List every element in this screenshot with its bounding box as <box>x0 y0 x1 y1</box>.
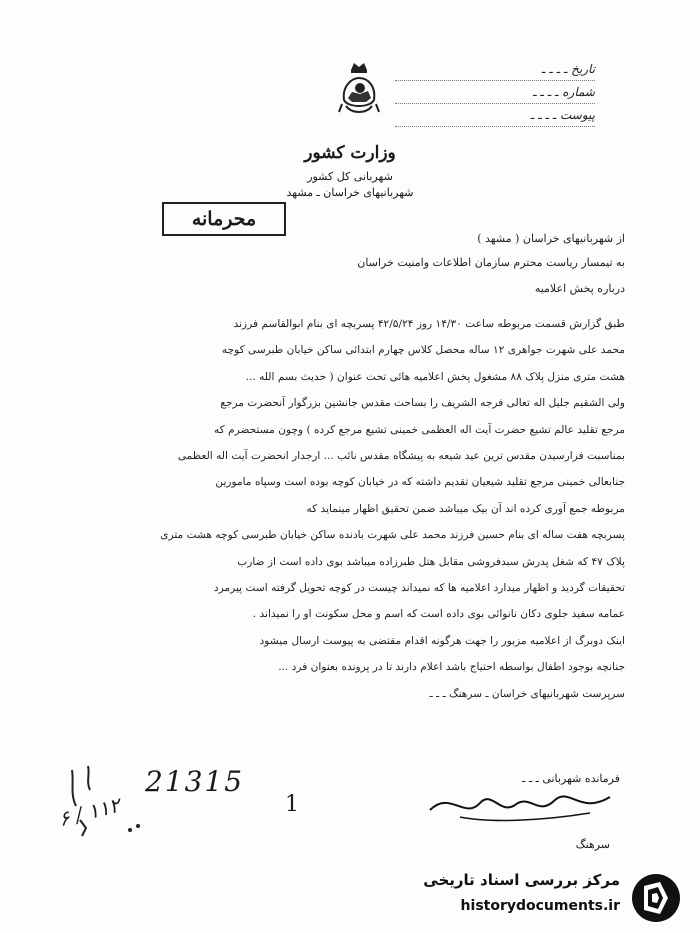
body-line: مرجع تقلید عالم تشیع حضرت آیت اله العظمی خمینی تشیع مرجع کرده ) وچون مستحضرم که <box>214 423 625 436</box>
subject-line: درباره پخش اعلامیه <box>534 282 625 295</box>
meta-attachment-line: پیوست ـ ـ ـ ـ <box>395 104 595 127</box>
watermark-title: مرکز بررسی اسناد تاریخی <box>423 871 620 889</box>
body-line: مربوطه جمع آوری کرده اند آن بیک میباشد ضمن تحقیق اظهار مینماید که <box>306 502 625 515</box>
watermark-url: historydocuments.ir <box>460 898 620 914</box>
body-line: محمد علی شهرت جواهری ۱۲ ساله محصل کلاس چهارم ابتدائی ساکن خیابان طبرسی کوچه <box>221 344 625 357</box>
handwritten-mark: 1 <box>285 792 299 817</box>
body-line: طبق گزارش قسمت مربوطه ساعت ۱۴/۳۰ روز ۴۲/۵/۲۴ پسربچه ای بنام ابوالقاسم فرزند <box>233 318 625 330</box>
body-line: بمناسبت فرارسیدن مقدس ترین عید شیعه به پیشگاه مقدس نائب ... ارجدار انحضرت آیت اله العظمی <box>177 450 625 463</box>
handwritten-signature-icon <box>420 785 620 825</box>
body-line: جنانچه بوجود اطفال بواسطه احتیاج باشد اعلام دارند تا در پرونده بعنوان فرد ... <box>278 661 625 674</box>
margin-scribble-icon <box>60 760 150 850</box>
meta-date-line: تاریخ ـ ـ ـ ـ <box>395 58 595 81</box>
confidential-stamp: محرمانه <box>162 202 286 236</box>
body-line: ولی الشقیم جلیل اله تعالی فرجه الشریف را بساحت مقدس جانشین بزرگوار آنحضرت مرجع <box>220 397 625 410</box>
signatory-rank: سرهنگ <box>575 838 610 851</box>
letterhead-meta <box>395 58 595 127</box>
body-line: اینک دوبرگ از اعلامیه مزبور را جهت هرگونه اقدام مقتضی به پیوست ارسال میشود <box>259 634 625 647</box>
body-line: پسربچه هفت ساله ای بنام حسین فرزند محمد علی شهرت بادنده ساکن خیابان طبرسی کوچه هشت متری <box>160 529 625 542</box>
sender-line: از شهربانیهای خراسان ( مشهد ) <box>477 232 625 245</box>
signatory-role: فرمانده شهربانی ـ ـ ـ <box>522 772 620 785</box>
body-line: سرپرست شهربانیهای خراسان ـ سرهنگ ـ ـ ـ <box>429 687 625 700</box>
archive-logo-icon <box>630 872 682 924</box>
meta-number-line: شماره ـ ـ ـ ـ <box>395 81 595 104</box>
department-line-1: شهربانی کل کشور <box>307 170 393 183</box>
body-line: پلاک ۴۷ که شغل پدرش سبدفروشی مقابل هتل طبرزاده میباشد بوی داده است از ضارب <box>237 555 625 568</box>
body-line: تحقیقات گردید و اظهار میدارد اعلامیه ها که نمیداند چیست در کوچه تحویل گرفته است پیرمرد <box>213 582 625 595</box>
letter-body <box>75 311 625 707</box>
archive-watermark <box>420 868 690 928</box>
lion-and-sun-emblem-icon <box>338 60 380 120</box>
handwritten-file-number: 21315 <box>145 765 245 798</box>
body-line: هشت متری منزل پلاک ۸۸ مشغول پخش اعلامیه هائی تحت عنوان ( حدیث بسم الله ... <box>245 370 625 383</box>
body-line: عمامه سفید جلوی دکان نانوائی بوی داده است که اسم و محل سکونت او را نمیداند . <box>252 608 625 621</box>
department-line-2: شهربانیهای خراسان ـ مشهد <box>286 186 414 199</box>
handwritten-margin-note: ۱۱۲ / ۶ <box>56 792 123 832</box>
signature-block <box>410 772 620 851</box>
ministry-name: وزارت کشور <box>304 143 396 163</box>
recipient-line: به تیمسار ریاست محترم سازمان اطلاعات وامنیت خراسان <box>357 256 625 269</box>
body-line: جنابعالی خمینی مرجع تقلید شیعیان تقدیم داشته که در خیابان کوچه بوده است وسپاه مامورین <box>215 476 625 489</box>
